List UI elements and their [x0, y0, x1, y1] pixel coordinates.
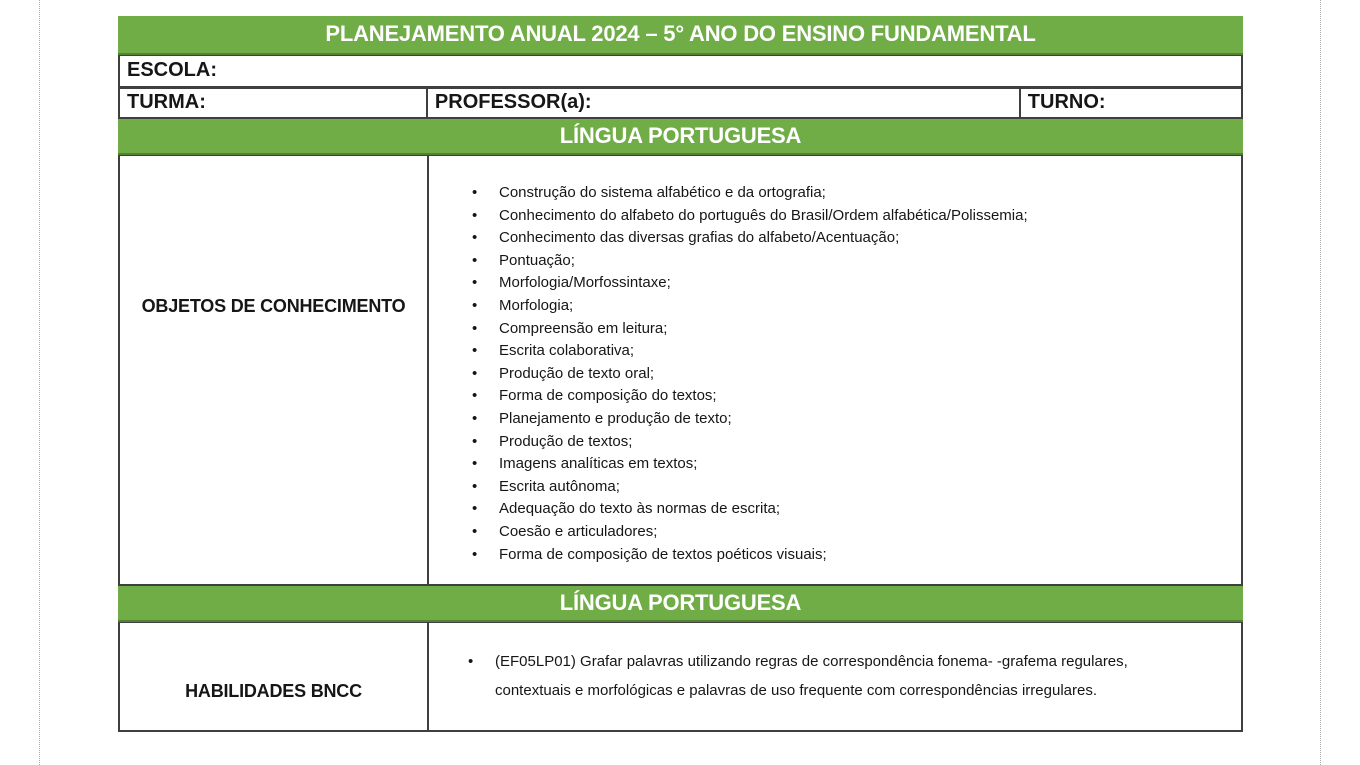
list-item: • Escrita colaborativa; — [499, 340, 1221, 363]
list-item: • Construção do sistema alfabético e da ortografia; — [499, 182, 1221, 205]
list-item: • Imagens analíticas em textos; — [499, 453, 1221, 476]
list-item: • (EF05LP01) Grafar palavras utilizando regras de correspondência fonema- -grafema regulares, contextuais e morfológicas e palavras de uso frequente com correspondências irregulares. — [495, 647, 1195, 705]
section-header-lingua-portuguesa-1: LÍNGUA PORTUGUESA — [118, 119, 1243, 155]
objetos-bullet-list — [429, 156, 1241, 566]
document-title-bar: PLANEJAMENTO ANUAL 2024 – 5° ANO DO ENSINO FUNDAMENTAL — [118, 16, 1243, 55]
habilidades-bncc-label: HABILIDADES BNCC — [185, 681, 362, 701]
list-item: • Forma de composição do textos; — [499, 385, 1221, 408]
habilidades-row — [118, 622, 1243, 732]
list-item: • Morfologia/Morfossintaxe; — [499, 272, 1221, 295]
list-item: • Planejamento e produção de texto; — [499, 408, 1221, 431]
objetos-de-conhecimento-label: OBJETOS DE CONHECIMENTO — [141, 296, 406, 316]
list-item: • Produção de textos; — [499, 431, 1221, 454]
objetos-row — [118, 155, 1243, 586]
class-info-row — [118, 88, 1243, 119]
list-item: • Conhecimento das diversas grafias do alfabeto/Acentuação; — [499, 227, 1221, 250]
habilidades-bullet-list — [429, 623, 1241, 705]
page-margin-guide-left — [39, 0, 40, 765]
list-item: • Compreensão em leitura; — [499, 318, 1221, 341]
planning-table — [118, 16, 1243, 732]
list-item: • Conhecimento do alfabeto do português do Brasil/Ordem alfabética/Polissemia; — [499, 205, 1221, 228]
list-item: • Produção de texto oral; — [499, 363, 1221, 386]
page-margin-guide-right — [1320, 0, 1321, 765]
list-item: • Coesão e articuladores; — [499, 521, 1221, 544]
list-item: • Adequação do texto às normas de escrita; — [499, 498, 1221, 521]
professor-label: PROFESSOR(a): — [426, 89, 1019, 117]
list-item: • Forma de composição de textos poéticos visuais; — [499, 544, 1221, 567]
habilidades-content-cell — [427, 623, 1241, 730]
list-item: • Escrita autônoma; — [499, 476, 1221, 499]
objetos-content-cell — [427, 156, 1241, 584]
escola-label: ESCOLA: — [127, 59, 217, 81]
escola-row — [118, 55, 1243, 88]
turma-label: TURMA: — [127, 91, 206, 113]
list-item: • Morfologia; — [499, 295, 1221, 318]
turno-label: TURNO: — [1019, 89, 1241, 117]
section-header-lingua-portuguesa-2: LÍNGUA PORTUGUESA — [118, 586, 1243, 622]
list-item: • Pontuação; — [499, 250, 1221, 273]
